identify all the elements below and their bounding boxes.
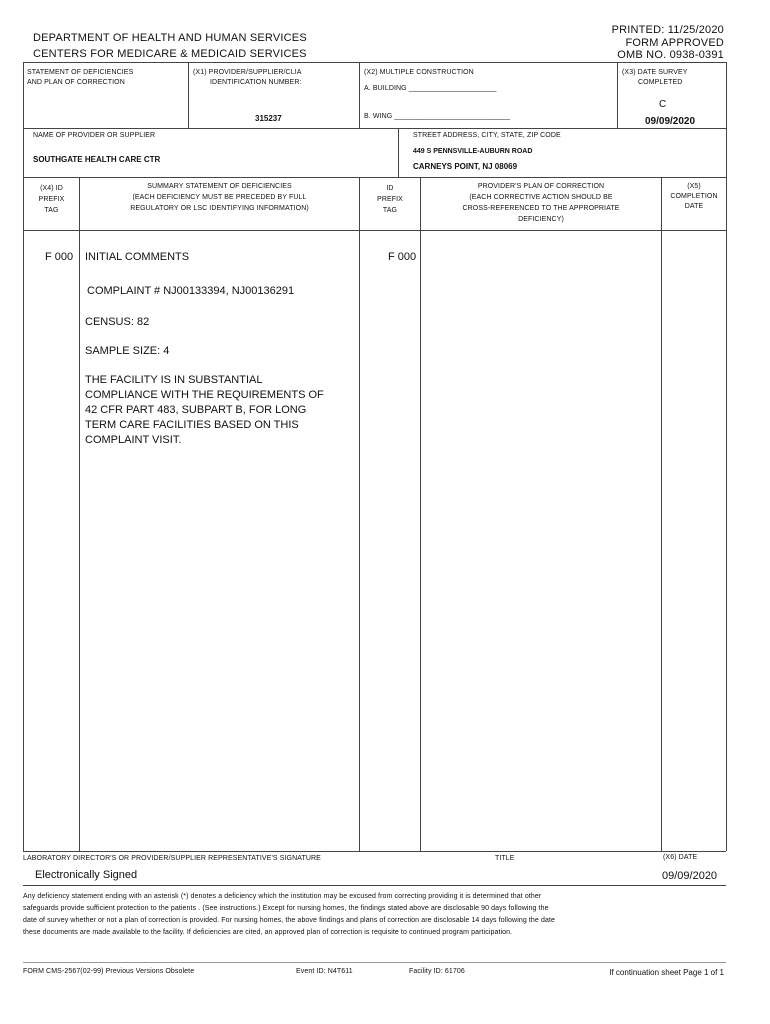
- footer-border: [23, 962, 726, 963]
- finding-line-1: THE FACILITY IS IN SUBSTANTIAL: [85, 374, 263, 386]
- complaint-line: COMPLAINT # NJ00133394, NJ00136291: [87, 285, 295, 297]
- summary-header-3: REGULATORY OR LSC IDENTIFYING INFORMATION): [130, 205, 309, 212]
- id-header-2: PREFIX: [377, 196, 403, 203]
- x3-label-1: (X3) DATE SURVEY: [622, 69, 688, 76]
- plan-header-4: DEFICIENCY): [518, 216, 564, 223]
- tag-left: F 000: [45, 251, 74, 263]
- row-border-1: [23, 128, 726, 129]
- summary-header-2: (EACH DEFICIENCY MUST BE PRECEDED BY FULL: [132, 194, 307, 201]
- row-border-2: [23, 177, 726, 178]
- x1-label-2: IDENTIFICATION NUMBER:: [210, 79, 302, 86]
- id-header-1: ID: [386, 185, 394, 192]
- electronic-signature: Electronically Signed: [35, 869, 138, 881]
- x3-label-2: COMPLETED: [638, 79, 683, 86]
- address-line-2: CARNEYS POINT, NJ 08069: [413, 162, 518, 171]
- survey-date: 09/09/2020: [645, 116, 696, 127]
- statement-label-2: AND PLAN OF CORRECTION: [27, 79, 125, 86]
- page-indicator: If continuation sheet Page 1 of 1: [609, 968, 724, 977]
- statement-label-1: STATEMENT OF DEFICIENCIES: [27, 69, 134, 76]
- col-divider-2: [359, 177, 360, 851]
- row-border-3: [23, 230, 726, 231]
- disclaimer-line-4: these documents are made available to the facility. If deficiencies are cited, an approved plan of correction is requisite to continued program participation.: [23, 929, 513, 936]
- finding-line-4: TERM CARE FACILITIES BASED ON THIS: [85, 419, 299, 431]
- signature-bottom-border: [23, 885, 726, 886]
- provider-name: SOUTHGATE HEALTH CARE CTR: [33, 155, 161, 164]
- signature-label: LABORATORY DIRECTOR'S OR PROVIDER/SUPPLIER REPRESENTATIVE'S SIGNATURE: [23, 855, 321, 862]
- form-number: FORM CMS-2567(02-99) Previous Versions Obsolete: [23, 968, 195, 975]
- x1-label-1: (X1) PROVIDER/SUPPLIER/CLIA: [193, 69, 302, 76]
- census-line: CENSUS: 82: [85, 316, 150, 328]
- provider-id-number: 315237: [255, 114, 282, 123]
- finding-line-2: COMPLIANCE WITH THE REQUIREMENTS OF: [85, 389, 324, 401]
- agency-line-2: CENTERS FOR MEDICARE & MEDICAID SERVICES: [33, 48, 307, 60]
- x2-label: (X2) MULTIPLE CONSTRUCTION: [364, 69, 474, 76]
- x5-header-1: (X5): [687, 183, 701, 190]
- plan-header-2: (EACH CORRECTIVE ACTION SHOULD BE: [469, 194, 613, 201]
- x4-header-1: (X4) ID: [40, 185, 63, 192]
- col-divider-1: [79, 177, 80, 851]
- divider-x3: [617, 62, 618, 128]
- tag-right: F 000: [388, 251, 417, 263]
- top-border: [23, 62, 726, 63]
- initial-comments: INITIAL COMMENTS: [85, 251, 190, 263]
- omb-number: OMB NO. 0938-0391: [617, 49, 724, 61]
- disclaimer-line-2: safeguards provide sufficient protection to the patients . (See instructions.) Except for nursing homes, the findings stated above are disclosable 90 days following the: [23, 905, 549, 912]
- summary-header-1: SUMMARY STATEMENT OF DEFICIENCIES: [147, 183, 292, 190]
- x4-header-2: PREFIX: [38, 196, 65, 203]
- x5-header-2: COMPLETION: [670, 193, 718, 200]
- survey-code: C: [659, 99, 667, 110]
- finding-line-3: 42 CFR PART 483, SUBPART B, FOR LONG: [85, 404, 307, 416]
- facility-id: Facility ID: 61706: [409, 968, 465, 975]
- finding-line-5: COMPLAINT VISIT.: [85, 434, 182, 446]
- address-label: STREET ADDRESS, CITY, STATE, ZIP CODE: [413, 132, 561, 139]
- divider-x2: [359, 62, 360, 128]
- title-label: TITLE: [495, 855, 515, 862]
- provider-label: NAME OF PROVIDER OR SUPPLIER: [33, 132, 156, 139]
- disclaimer-line-3: date of survey whether or not a plan of correction is provided. For nursing homes, the above findings and plans of correction are disclosable 14 days following the date: [23, 917, 555, 924]
- address-line-1: 449 S PENNSVILLE-AUBURN ROAD: [413, 148, 533, 155]
- plan-header-1: PROVIDER'S PLAN OF CORRECTION: [477, 183, 605, 190]
- row-border-4: [23, 851, 726, 852]
- right-border: [726, 62, 727, 851]
- col-divider-4: [661, 177, 662, 851]
- id-header-3: TAG: [382, 207, 398, 214]
- printed-date: PRINTED: 11/25/2020: [611, 24, 724, 36]
- event-id: Event ID: N4T611: [296, 968, 353, 975]
- wing-label: B. WING _____________________________: [364, 113, 511, 120]
- col-divider-3: [420, 177, 421, 851]
- agency-line-1: DEPARTMENT OF HEALTH AND HUMAN SERVICES: [33, 32, 307, 44]
- plan-header-3: CROSS-REFERENCED TO THE APPROPRIATE: [462, 205, 620, 212]
- left-border: [23, 62, 24, 851]
- divider-address: [398, 128, 399, 177]
- x5-header-3: DATE: [684, 203, 704, 210]
- disclaimer-line-1: Any deficiency statement ending with an asterisk (*) denotes a deficiency which the institution may be excused from correcting providing it is determined that other: [23, 893, 542, 900]
- divider-x1: [188, 62, 189, 128]
- building-label: A. BUILDING ______________________: [364, 85, 497, 92]
- sample-line: SAMPLE SIZE: 4: [85, 345, 170, 357]
- date-label: (X6) DATE: [663, 854, 698, 861]
- x4-header-3: TAG: [44, 207, 59, 214]
- signature-date: 09/09/2020: [662, 870, 718, 882]
- form-approved: FORM APPROVED: [625, 37, 724, 49]
